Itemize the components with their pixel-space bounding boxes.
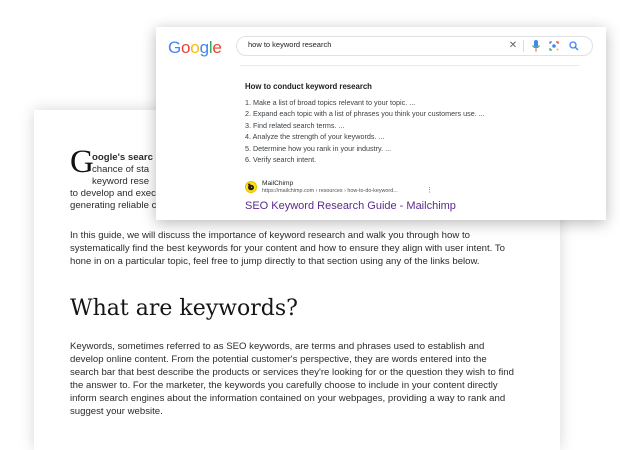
- list-item: 1. Make a list of broad topics relevant to your topic. ...: [245, 98, 416, 107]
- mailchimp-favicon-icon[interactable]: [245, 181, 257, 193]
- source-url[interactable]: https://mailchimp.com › resources › how-to-do-keyword...: [262, 188, 398, 194]
- section-heading: What are keywords?: [70, 296, 298, 321]
- search-icon[interactable]: [568, 39, 580, 53]
- drop-cap: G: [70, 144, 94, 180]
- logo-letter: o: [181, 38, 191, 57]
- logo-letter: e: [212, 38, 222, 57]
- google-logo[interactable]: [168, 38, 222, 58]
- microphone-icon[interactable]: [530, 39, 542, 53]
- intro-line: to develop and exec: [70, 188, 156, 199]
- intro-paragraph: In this guide, we will discuss the importance of keyword research and walk you through how to systematically find the best keywords for your content and how to ensure they align with user intent. To hone in on a particular topic, feel free to jump directly to that section using any of the links below.: [70, 230, 505, 267]
- logo-letter: o: [190, 38, 200, 57]
- source-name[interactable]: MailChimp: [262, 180, 294, 187]
- keywords-paragraph: Keywords, sometimes referred to as SEO keywords, are terms and phrases used to establish and develop online content. From the potential customer's perspective, they are words entered into the search bar that best describe the products or services they're looking for or the question they wish to find the answer to. For the marketer, the keywords you carefully choose to include in your content directly inform search engines about the information contained on your webpages, providing a way to rank and suggest your website.: [70, 341, 514, 417]
- intro-line: chance of sta: [92, 164, 150, 175]
- intro-line: oogle's searc: [92, 152, 153, 163]
- logo-letter: l: [208, 38, 213, 57]
- search-bar[interactable]: [236, 36, 593, 56]
- featured-snippet-title: How to conduct keyword research: [245, 82, 372, 91]
- close-icon[interactable]: ✕: [508, 40, 518, 51]
- intro-line: generating reliable c: [70, 200, 157, 211]
- featured-snippet-list: [245, 97, 485, 165]
- search-divider: [523, 40, 524, 52]
- search-input[interactable]: how to keyword research: [248, 40, 332, 49]
- list-item: 6. Verify search intent.: [245, 155, 317, 165]
- more-options-icon[interactable]: ⋮: [426, 187, 433, 194]
- result-link[interactable]: SEO Keyword Research Guide - Mailchimp: [245, 200, 456, 212]
- list-item: 4. Analyze the strength of your keywords. ...: [245, 132, 385, 142]
- logo-letter: G: [168, 38, 182, 57]
- list-item: 5. Determine how you rank in your industry. ...: [245, 143, 392, 153]
- list-item: 2. Expand each topic with a list of phrases you think your customers use. ...: [245, 109, 485, 119]
- lens-icon[interactable]: [548, 39, 560, 53]
- list-item: 3. Find related search terms. ...: [245, 120, 345, 130]
- intro-line: keyword rese: [92, 176, 150, 187]
- logo-letter: g: [199, 38, 209, 57]
- tabs-divider: [240, 65, 580, 66]
- google-search-card: [156, 27, 606, 220]
